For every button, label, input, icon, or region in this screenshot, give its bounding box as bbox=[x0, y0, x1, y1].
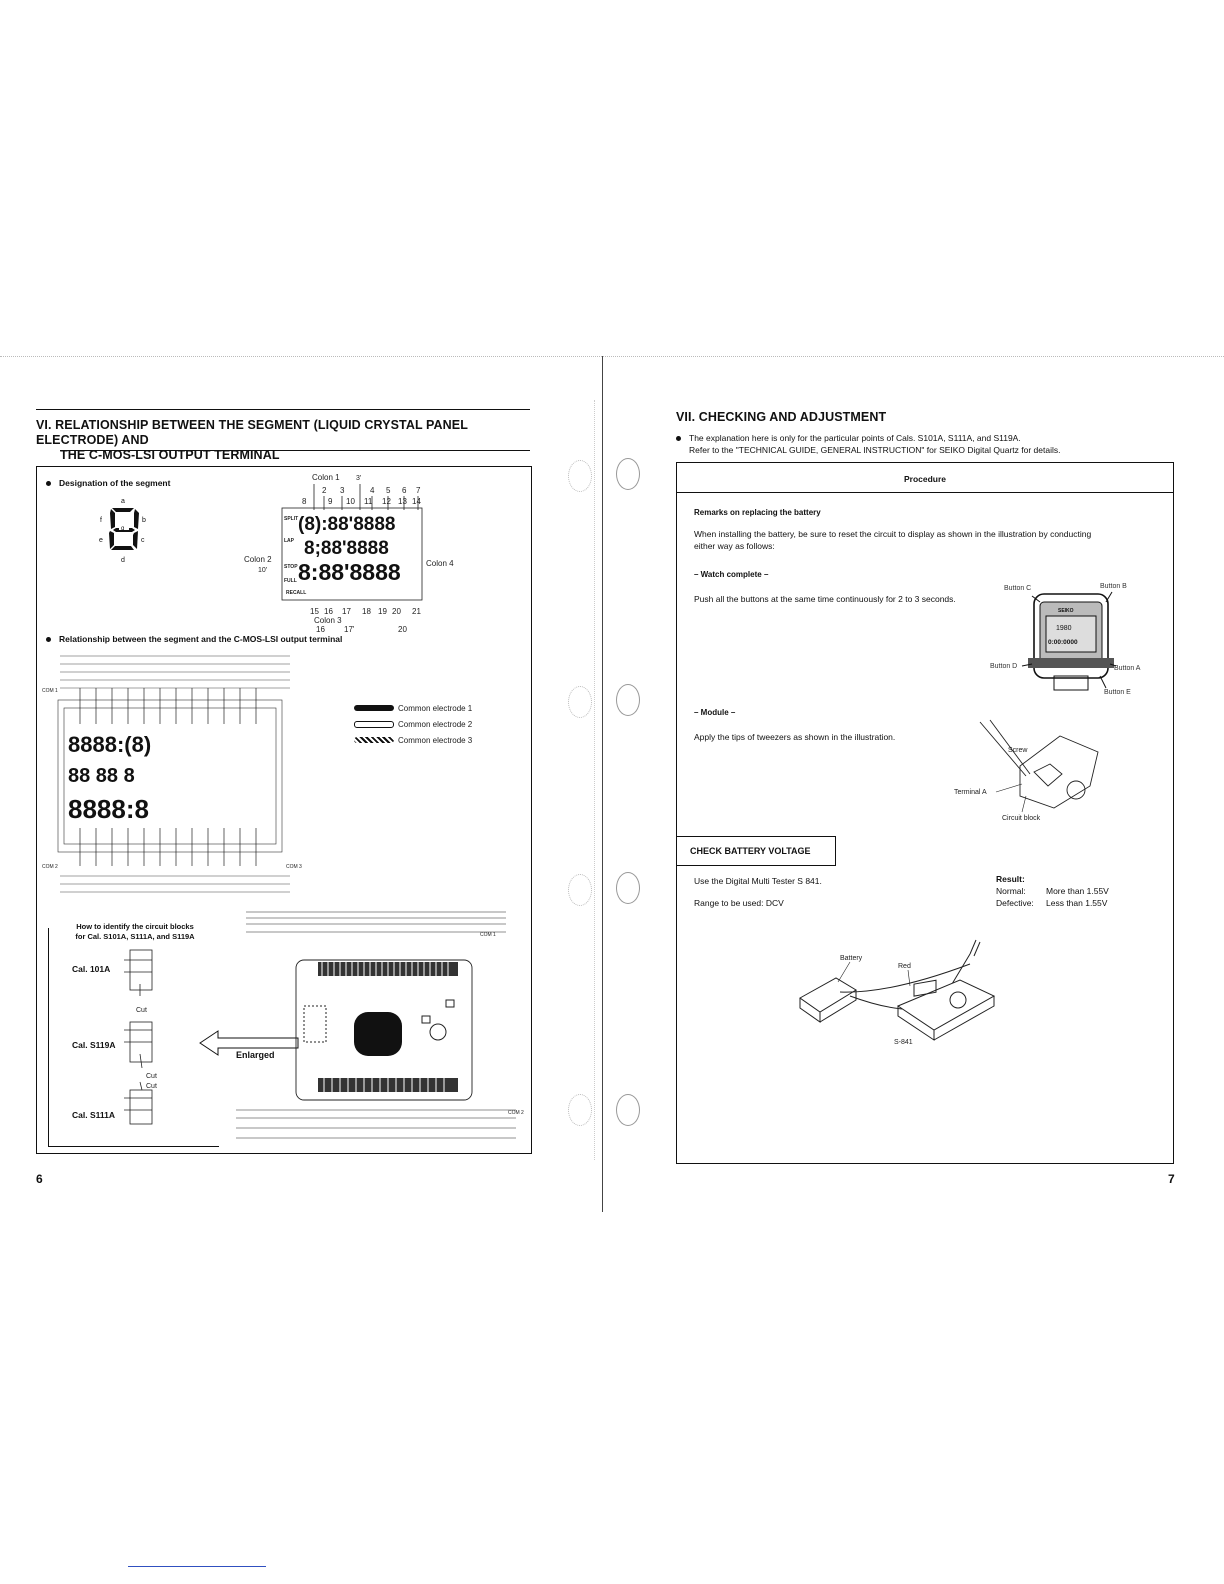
bullet-icon bbox=[676, 436, 681, 441]
circuit-block-heading-line2: for Cal. S101A, S111A, and S119A bbox=[75, 932, 195, 941]
binder-hole bbox=[616, 458, 640, 490]
remarks-line2: either way as follows: bbox=[694, 541, 775, 551]
colon4-label: Colon 4 bbox=[426, 559, 454, 568]
page-gutter bbox=[602, 356, 603, 1212]
range-text: Range to be used: DCV bbox=[694, 898, 784, 908]
segment-e bbox=[109, 531, 114, 549]
lcd-row1-digits: (8):88'8888 bbox=[298, 514, 396, 535]
cal-s111a-label: Cal. S111A bbox=[72, 1110, 116, 1120]
procedure-header-rule bbox=[676, 492, 1174, 493]
lcd-num: 21 bbox=[412, 607, 421, 616]
lcd-stop-label: STOP bbox=[284, 564, 298, 570]
com2-label: COM 2 bbox=[42, 864, 58, 870]
circuit-block-heading-line1: How to identify the circuit blocks bbox=[76, 922, 194, 931]
lcd-num: 7 bbox=[416, 486, 421, 495]
segment-e-label: e bbox=[99, 537, 103, 544]
watch-display-bottom: 0:00:0000 bbox=[1048, 639, 1078, 646]
circuit-block-heading bbox=[60, 922, 210, 942]
lcd-num-3p: 3' bbox=[356, 475, 362, 482]
colon2-label: Colon 2 bbox=[244, 555, 272, 564]
lcd-num: 18 bbox=[362, 607, 371, 616]
cal-s119a-label: Cal. S119A bbox=[72, 1040, 116, 1050]
terminal-a-label: Terminal A bbox=[954, 789, 987, 796]
circuit-block-label: Circuit block bbox=[1002, 815, 1041, 822]
defective-value: Less than 1.55V bbox=[1046, 898, 1108, 908]
binder-hole-left bbox=[568, 1094, 592, 1126]
legend-label: Common electrode 3 bbox=[398, 735, 473, 745]
section-title-line2: THE C-MOS-LSI OUTPUT TERMINAL bbox=[60, 448, 280, 462]
legend-item bbox=[354, 732, 472, 748]
panel-row2: 88 88 8 bbox=[68, 765, 135, 787]
tester-model-label: S-841 bbox=[894, 1039, 913, 1046]
designation-heading bbox=[46, 478, 170, 488]
check-battery-heading: CHECK BATTERY VOLTAGE bbox=[690, 846, 811, 856]
intro-text bbox=[676, 432, 1060, 456]
lcd-num: 16 bbox=[316, 625, 325, 634]
button-c-label: Button C bbox=[1004, 585, 1032, 592]
lcd-row3-digits: 8:88'8888 bbox=[298, 559, 401, 585]
watch-illustration bbox=[988, 580, 1152, 698]
link-underline bbox=[128, 1566, 266, 1567]
button-d-label: Button D bbox=[990, 663, 1018, 670]
tester-text: Use the Digital Multi Tester S 841. bbox=[694, 876, 822, 886]
module-heading: – Module – bbox=[694, 708, 736, 717]
section-title-line1: VI. RELATIONSHIP BETWEEN THE SEGMENT (LIQUID CRYSTAL PANEL ELECTRODE) AND bbox=[36, 418, 468, 447]
legend bbox=[354, 700, 472, 748]
binder-hole-left bbox=[568, 460, 592, 492]
board-com2-label: COM 2 bbox=[508, 1110, 524, 1116]
cut-label: Cut bbox=[136, 1007, 147, 1014]
segment-b-label: b bbox=[142, 517, 146, 524]
battery-label: Battery bbox=[840, 955, 863, 962]
lcd-num: 19 bbox=[378, 607, 387, 616]
section-rule-top bbox=[36, 409, 530, 410]
binder-hole bbox=[616, 684, 640, 716]
legend-label: Common electrode 2 bbox=[398, 719, 473, 729]
cut-label: Cut bbox=[146, 1083, 157, 1090]
push-buttons-text: Push all the buttons at the same time continuously for 2 to 3 seconds. bbox=[694, 594, 956, 604]
circuit-board-diagram bbox=[226, 906, 526, 1152]
defective-label: Defective: bbox=[996, 898, 1034, 908]
lcd-recall-label: RECALL bbox=[286, 590, 307, 596]
result-label: Result: bbox=[996, 874, 1025, 884]
page-number-right: 7 bbox=[1168, 1172, 1175, 1186]
colon3-label: Colon 3 bbox=[314, 616, 342, 625]
normal-label: Normal: bbox=[996, 886, 1026, 896]
lcd-row2-digits: 8;88'8888 bbox=[304, 538, 389, 559]
lcd-num: 9 bbox=[328, 497, 333, 506]
segment-wiring-diagram bbox=[40, 648, 330, 904]
watch-complete-heading: – Watch complete – bbox=[694, 570, 769, 579]
lcd-num: 12 bbox=[382, 497, 391, 506]
lcd-num: 17 bbox=[342, 607, 351, 616]
lcd-num: 11 bbox=[364, 497, 373, 506]
lcd-num: 20 bbox=[392, 607, 401, 616]
lcd-num: 8 bbox=[302, 497, 307, 506]
lcd-panel-diagram bbox=[236, 470, 472, 634]
remarks-text bbox=[694, 528, 1164, 552]
cal-101a-label: Cal. 101A bbox=[72, 964, 111, 974]
circuit-block-drawings bbox=[120, 944, 180, 1130]
red-label: Red bbox=[898, 963, 911, 970]
lcd-num: 16 bbox=[324, 607, 333, 616]
watch-brand: SEIKO bbox=[1058, 608, 1074, 614]
colon1-label: Colon 1 bbox=[312, 473, 340, 482]
legend-label: Common electrode 1 bbox=[398, 703, 473, 713]
legend-swatch-outline-icon bbox=[354, 721, 394, 728]
lcd-lap-label: LAP bbox=[284, 538, 294, 544]
panel-row1: 8888:(8) bbox=[68, 732, 152, 757]
lcd-full-label: FULL bbox=[284, 578, 297, 584]
seven-segment-diagram bbox=[90, 498, 170, 564]
relationship-heading bbox=[46, 634, 342, 644]
lcd-num: 17' bbox=[344, 625, 355, 634]
designation-heading-text: Designation of the segment bbox=[59, 478, 171, 488]
binder-hole bbox=[616, 872, 640, 904]
button-e-label: Button E bbox=[1104, 689, 1131, 696]
board-com1-label: COM 1 bbox=[480, 932, 496, 938]
lcd-num: 15 bbox=[310, 607, 319, 616]
com3-label: COM 3 bbox=[286, 864, 302, 870]
intro-line1: The explanation here is only for the particular points of Cals. S101A, S111A, and S119A. bbox=[689, 433, 1021, 443]
lcd-num: 5 bbox=[386, 486, 391, 495]
bullet-icon bbox=[46, 637, 51, 642]
segment-g-label: g bbox=[121, 526, 125, 532]
legend-swatch-hatched-icon bbox=[354, 737, 394, 743]
binder-hole-left bbox=[568, 686, 592, 718]
lcd-num-10p: 10' bbox=[258, 567, 268, 574]
legend-item bbox=[354, 700, 472, 716]
legend-swatch-solid-icon bbox=[354, 705, 394, 711]
lcd-num: 2 bbox=[322, 486, 327, 495]
bullet-icon bbox=[46, 481, 51, 486]
section-rule-bottom bbox=[60, 450, 530, 451]
segment-d-label: d bbox=[121, 557, 125, 564]
segment-d bbox=[111, 546, 134, 550]
lcd-num: 13 bbox=[398, 497, 407, 506]
cut-label: Cut bbox=[146, 1073, 157, 1080]
lcd-num: 14 bbox=[412, 497, 421, 506]
button-a-label: Button A bbox=[1114, 665, 1141, 672]
page-top-edge bbox=[0, 356, 1224, 357]
relationship-heading-text: Relationship between the segment and the C-MOS-LSI output terminal bbox=[59, 634, 343, 644]
enlarged-label: Enlarged bbox=[236, 1050, 275, 1060]
segment-f-label: f bbox=[100, 517, 102, 524]
segment-b bbox=[134, 509, 139, 529]
segment-a-label: a bbox=[121, 498, 125, 505]
lcd-num: 6 bbox=[402, 486, 407, 495]
binder-hole bbox=[616, 1094, 640, 1126]
lcd-num: 3 bbox=[340, 486, 345, 495]
segment-c-label: c bbox=[141, 537, 145, 544]
procedure-header: Procedure bbox=[903, 474, 947, 484]
legend-item bbox=[354, 716, 472, 732]
page-gutter-shadow bbox=[594, 400, 595, 1160]
panel-row3: 8888:8 bbox=[68, 794, 149, 824]
page-number-left: 6 bbox=[36, 1172, 43, 1186]
module-text: Apply the tips of tweezers as shown in the illustration. bbox=[694, 732, 896, 742]
screw-label: Screw bbox=[1008, 747, 1028, 754]
section-title-vi bbox=[36, 418, 536, 463]
segment-c bbox=[133, 531, 138, 549]
multimeter-illustration bbox=[790, 934, 1000, 1048]
segment-a bbox=[112, 508, 134, 512]
binder-hole-left bbox=[568, 874, 592, 906]
lcd-num: 20 bbox=[398, 625, 407, 634]
remarks-line1: When installing the battery, be sure to reset the circuit to display as shown in the illustration by conducting bbox=[694, 529, 1092, 539]
module-illustration bbox=[950, 716, 1110, 826]
intro-line2: Refer to the "TECHNICAL GUIDE, GENERAL INSTRUCTION" for SEIKO Digital Quartz for details. bbox=[689, 445, 1061, 455]
lcd-num: 4 bbox=[370, 486, 375, 495]
segment-f bbox=[110, 509, 115, 529]
lcd-split-label: SPLIT bbox=[284, 516, 299, 522]
normal-value: More than 1.55V bbox=[1046, 886, 1109, 896]
com1-label: COM 1 bbox=[42, 688, 58, 694]
remarks-heading: Remarks on replacing the battery bbox=[694, 508, 821, 517]
lcd-num: 10 bbox=[346, 497, 355, 506]
section-title-vii: VII. CHECKING AND ADJUSTMENT bbox=[676, 410, 887, 424]
watch-display-top: 1980 bbox=[1056, 625, 1072, 632]
button-b-label: Button B bbox=[1100, 583, 1127, 590]
